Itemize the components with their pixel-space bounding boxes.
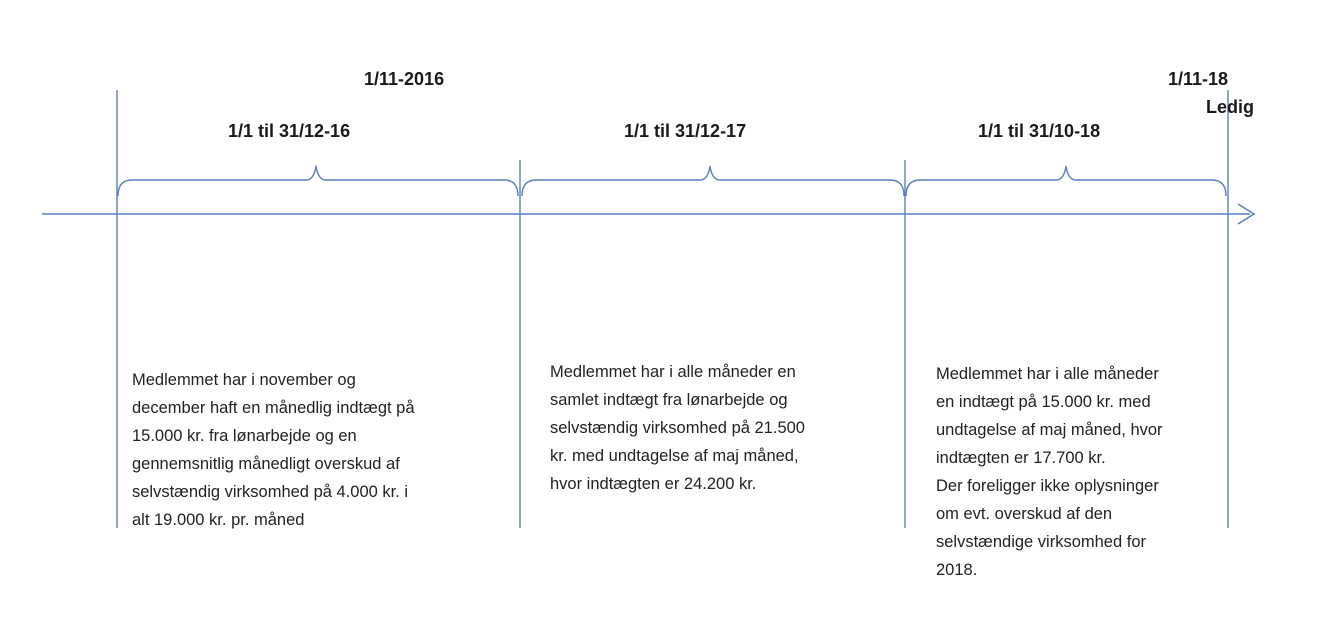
description-line: Medlemmet har i november og <box>132 371 356 389</box>
description-line: december haft en månedlig indtægt på <box>132 399 415 417</box>
period-brace-2016 <box>118 166 518 196</box>
start-date-label: 1/11-2016 <box>364 69 445 89</box>
period-label-2016: 1/1 til 31/12-16 <box>228 121 351 141</box>
description-line: 2018. <box>936 561 978 579</box>
period-description-2018 <box>936 360 1163 584</box>
description-line: selvstændige virksomhed for <box>936 533 1147 551</box>
end-status-label: Ledig <box>1206 97 1254 117</box>
description-line: Medlemmet har i alle måneder en <box>550 363 796 381</box>
period-label-2017: 1/1 til 31/12-17 <box>624 121 747 141</box>
description-line: alt 19.000 kr. pr. måned <box>132 511 305 529</box>
period-label-2018: 1/1 til 31/10-18 <box>978 121 1101 141</box>
period-brace-2017 <box>522 166 904 196</box>
description-line: gennemsnitlig månedligt overskud af <box>132 455 400 473</box>
description-line: Medlemmet har i alle måneder <box>936 365 1159 383</box>
description-line: en indtægt på 15.000 kr. med <box>936 393 1151 411</box>
period-brace-2018 <box>906 166 1226 196</box>
description-line: selvstændig virksomhed på 21.500 <box>550 419 805 437</box>
description-line: indtægten er 17.700 kr. <box>936 449 1106 467</box>
description-line: om evt. overskud af den <box>936 505 1113 523</box>
description-line: undtagelse af maj måned, hvor <box>936 421 1163 439</box>
description-line: Der foreligger ikke oplysninger <box>936 477 1159 495</box>
end-date-label: 1/11-18 <box>1168 69 1229 89</box>
description-line: hvor indtægten er 24.200 kr. <box>550 475 757 493</box>
description-line: samlet indtægt fra lønarbejde og <box>550 391 788 409</box>
description-line: 15.000 kr. fra lønarbejde og en <box>132 427 357 445</box>
period-description-2016 <box>132 366 415 534</box>
description-line: selvstændig virksomhed på 4.000 kr. i <box>132 483 409 501</box>
description-line: kr. med undtagelse af maj måned, <box>550 447 799 465</box>
period-description-2017 <box>550 358 805 498</box>
